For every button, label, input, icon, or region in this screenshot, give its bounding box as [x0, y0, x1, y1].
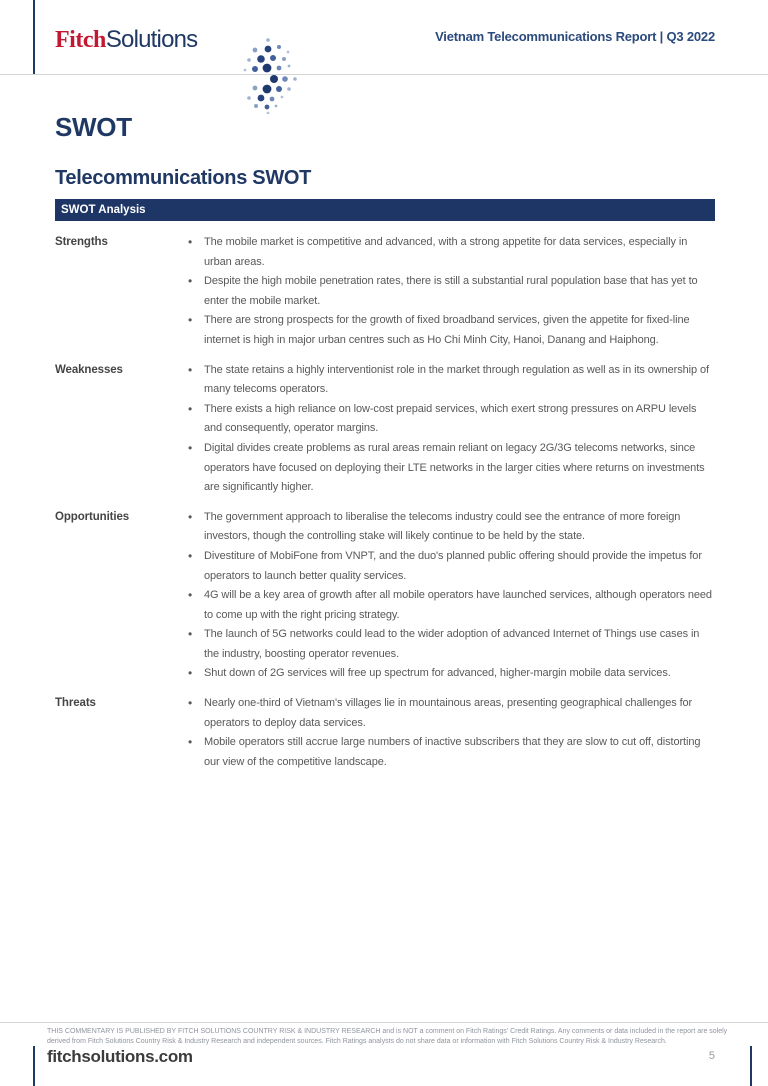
swot-row	[55, 689, 715, 777]
swot-bullet: • 4G will be a key area of growth after all mobile operators have launched services, although operators need to come up with the right pricing strategy.	[187, 586, 715, 625]
page-header	[0, 0, 768, 75]
swot-bullet-list	[187, 694, 715, 772]
footer-accent-line-left	[33, 1046, 35, 1086]
swot-bullet: • The state retains a highly interventionist role in the market through regulation as well as in its ownership of many telecoms operators.	[187, 361, 715, 400]
swot-bullet: • Mobile operators still accrue large numbers of inactive subscribers that they are slow to cut off, distorting our view of the competitive landscape.	[187, 733, 715, 772]
logo-text-solutions: Solutions	[105, 26, 198, 53]
swot-bullet: • Shut down of 2G services will free up spectrum for advanced, higher-margin mobile data services.	[187, 664, 715, 684]
footer-accent-line-right	[750, 1046, 752, 1086]
section-title: Telecommunications SWOT	[55, 167, 312, 189]
swot-bullet-list	[187, 361, 715, 498]
swot-bullet: • The mobile market is competitive and advanced, with a strong appetite for data services, especially in urban areas.	[187, 233, 715, 272]
swot-bullet-list	[187, 508, 715, 684]
page-footer	[0, 1022, 768, 1086]
page-number: 5	[708, 1050, 715, 1062]
swot-row-label: Weaknesses	[55, 363, 123, 376]
footer-site-link[interactable]: fitchsolutions.com	[47, 1047, 193, 1066]
swot-bullet: • The government approach to liberalise the telecoms industry could see the entrance of more foreign investors, though the controlling stake will likely continue to be held by the state.	[187, 508, 715, 547]
swot-bullet: • The launch of 5G networks could lead to the wider adoption of advanced Internet of Things use cases in the industry, boosting operator revenues.	[187, 625, 715, 664]
swot-bullet: • Despite the high mobile penetration rates, there is still a substantial rural population base that has yet to enter the mobile market.	[187, 272, 715, 311]
footer-disclaimer: THIS COMMENTARY IS PUBLISHED BY FITCH SOLUTIONS COUNTRY RISK & INDUSTRY RESEARCH and is NOT a comment on Fitch Ratings' Credit Ratings. Any comments or data included in the report are solely derived from Fitch Solutions Country Risk & Industry Research and independent sources. Fitch Ratings analysts do not share data or information with Fitch Solutions Country Risk & Industry Research.	[47, 1028, 728, 1045]
swot-bullet: • There are strong prospects for the growth of fixed broadband services, given the appetite for fixed-line internet is high in major urban centres such as Ho Chi Minh City, Hanoi, Danang and Haiphong.	[187, 311, 715, 350]
swot-bullet: • Digital divides create problems as rural areas remain reliant on legacy 2G/3G telecoms networks, since operators have focused on deploying their LTE networks in the larger cities where returns on investments are significantly higher.	[187, 439, 715, 498]
header-accent-line	[33, 0, 35, 74]
swot-row	[55, 503, 715, 689]
fitch-solutions-logo	[55, 27, 197, 56]
swot-bullet: • There exists a high reliance on low-cost prepaid services, which exert strong pressures on ARPU levels and consequently, operator margins.	[187, 400, 715, 439]
logo-text-fitch: Fitch	[55, 27, 106, 53]
swot-table-header: SWOT Analysis	[55, 199, 715, 221]
main-content	[55, 75, 715, 777]
report-title: Vietnam Telecommunications Report | Q3 2022	[435, 29, 715, 44]
swot-row	[55, 356, 715, 503]
swot-row-label: Threats	[55, 697, 96, 710]
swot-rows	[55, 228, 715, 777]
page-title: SWOT	[55, 112, 132, 142]
swot-bullet: • Nearly one-third of Vietnam's villages lie in mountainous areas, presenting geographical challenges for operators to deploy data services.	[187, 694, 715, 733]
swot-bullet: • Divestiture of MobiFone from VNPT, and the duo's planned public offering should provide the impetus for operators to launch better quality services.	[187, 547, 715, 586]
swot-row	[55, 228, 715, 356]
swot-row-label: Strengths	[55, 236, 108, 248]
swot-row-label: Opportunities	[55, 510, 130, 523]
swot-bullet-list	[187, 233, 715, 351]
